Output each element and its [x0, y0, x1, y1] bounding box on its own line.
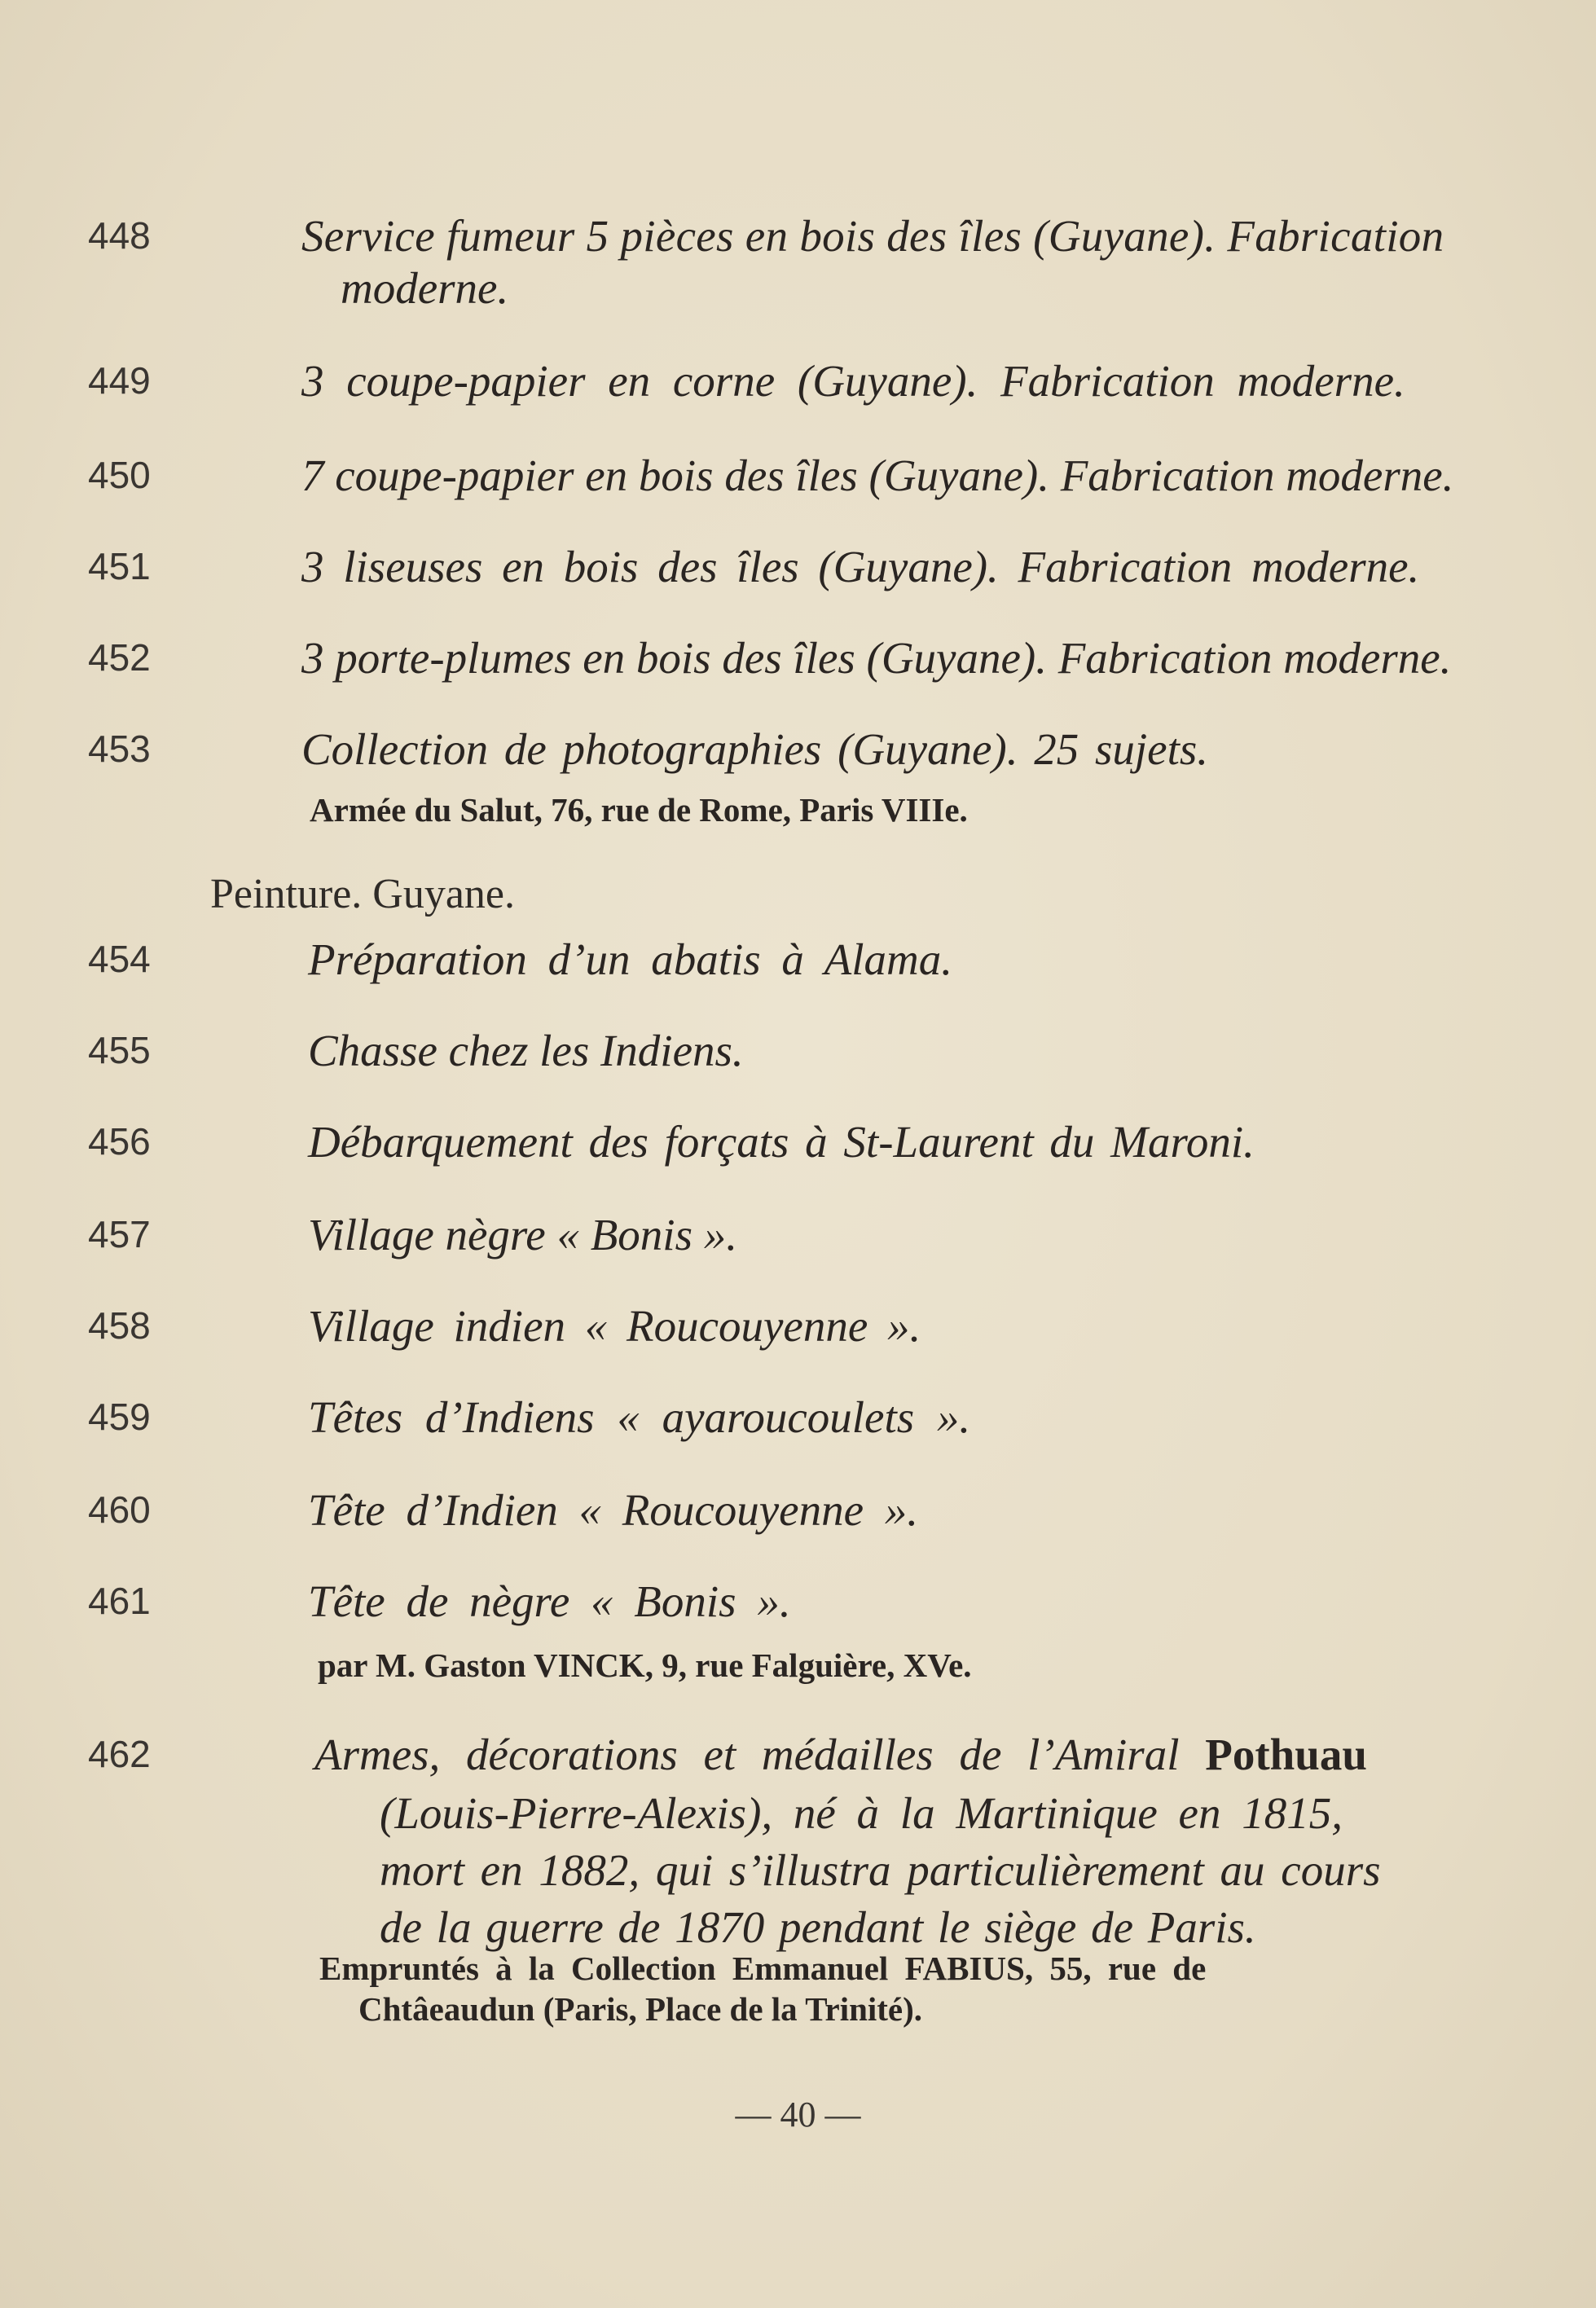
- entry-number: 448: [88, 214, 151, 257]
- entry-title: 3 porte-plumes en bois des îles (Guyane). Fabrication moderne.: [301, 633, 1452, 683]
- entry-number: 449: [88, 359, 151, 402]
- lender-credit: Armée du Salut, 76, rue de Rome, Paris VIIIe.: [310, 791, 968, 829]
- admiral-name: Pothuau: [1205, 1730, 1367, 1779]
- entry-number: 456: [88, 1120, 151, 1163]
- entry-number: 462: [88, 1733, 151, 1775]
- lender-credit: par M. Gaston VINCK, 9, rue Falguière, XVe.: [318, 1646, 972, 1684]
- entry-title-cont: mort en 1882, qui s’illustra particulièrement au cours: [380, 1845, 1381, 1895]
- entry-title: Chasse chez les Indiens.: [308, 1026, 744, 1075]
- entry-number: 457: [88, 1213, 151, 1255]
- lender-credit: Empruntés à la Collection Emmanuel FABIUS, 55, rue de: [319, 1950, 1207, 1987]
- entry-title: Village nègre « Bonis ».: [308, 1210, 737, 1260]
- entry-number: 460: [88, 1488, 151, 1531]
- entry-number: 454: [88, 938, 151, 980]
- entry-title: Têtes d’Indiens « ayaroucoulets ».: [308, 1392, 971, 1442]
- entry-number: 459: [88, 1396, 151, 1438]
- entry-title: Village indien « Roucouyenne ».: [308, 1301, 921, 1351]
- entry-title: Tête de nègre « Bonis ».: [308, 1576, 791, 1626]
- entry-title-cont: (Louis-Pierre-Alexis), né à la Martinique en 1815,: [380, 1788, 1343, 1838]
- entry-title: Préparation d’un abatis à Alama.: [308, 934, 953, 984]
- entry-number: 452: [88, 636, 151, 679]
- page-number: — 40 —: [735, 2095, 861, 2134]
- entry-number: 458: [88, 1304, 151, 1347]
- entry-title: Tête d’Indien « Roucouyenne ».: [308, 1485, 919, 1535]
- entry-title: Collection de photographies (Guyane). 25 sujets.: [301, 724, 1209, 774]
- entry-title-text: Armes, décorations et médailles de l’Amiral: [314, 1730, 1180, 1779]
- section-heading: Peinture. Guyane.: [210, 871, 516, 917]
- entry-title: 7 coupe-papier en bois des îles (Guyane). Fabrication moderne.: [301, 451, 1454, 500]
- entry-title: 3 coupe-papier en corne (Guyane). Fabrication moderne.: [301, 356, 1405, 406]
- entry-title: Service fumeur 5 pièces en bois des îles (Guyane). Fabrication: [301, 211, 1444, 261]
- lender-credit-cont: Chtâeaudun (Paris, Place de la Trinité).: [358, 1990, 923, 2028]
- entry-number: 450: [88, 454, 151, 496]
- entry-number: 461: [88, 1580, 151, 1622]
- entry-title-cont: de la guerre de 1870 pendant le siège de Paris.: [380, 1902, 1256, 1952]
- entry-title-cont: moderne.: [341, 263, 509, 313]
- entry-title: Débarquement des forçats à St-Laurent du Maroni.: [308, 1117, 1255, 1167]
- entry-number: 453: [88, 728, 151, 770]
- entry-title: 3 liseuses en bois des îles (Guyane). Fabrication moderne.: [301, 542, 1420, 591]
- entry-title: [314, 1729, 1367, 1780]
- entry-number: 455: [88, 1029, 151, 1071]
- entry-number: 451: [88, 545, 151, 587]
